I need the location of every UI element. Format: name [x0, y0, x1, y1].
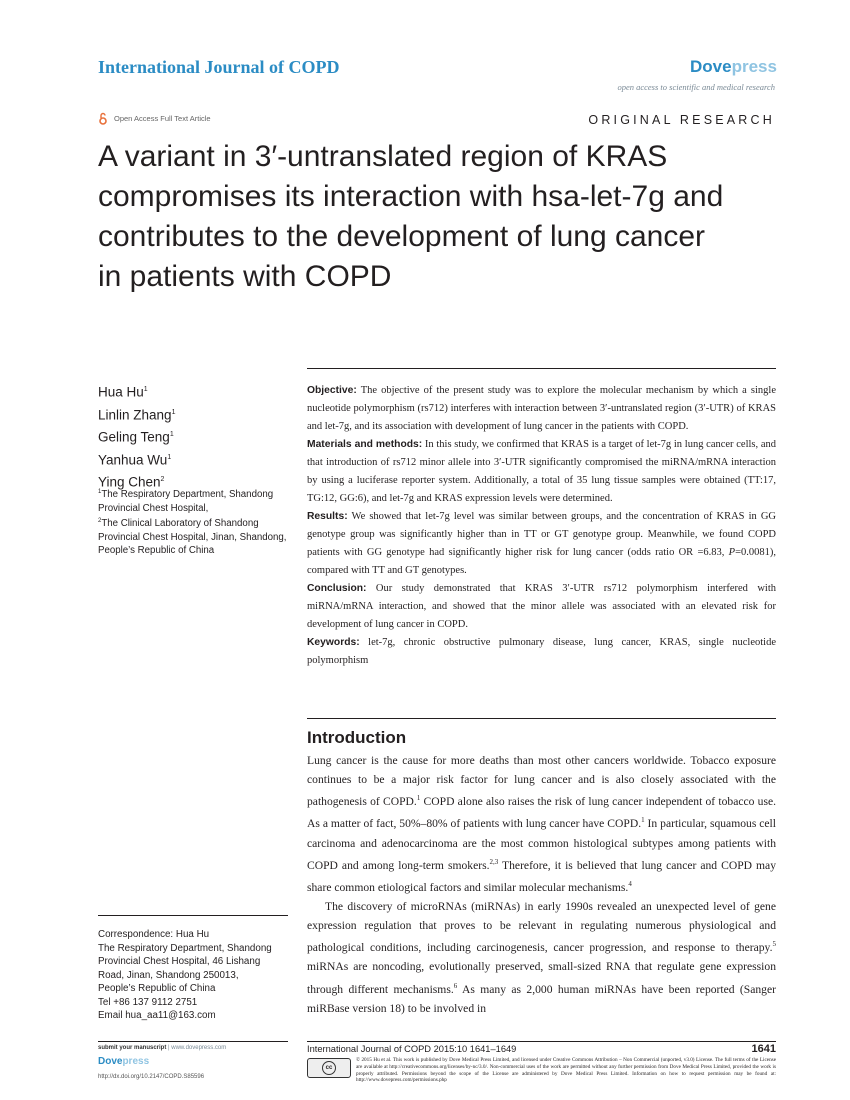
- submit-manuscript-link[interactable]: submit your manuscript | www.dovepress.com: [98, 1045, 227, 1051]
- divider: [98, 1041, 288, 1042]
- abstract-objective: Objective: The objective of the present study was to explore the molecular mechanism by which a single nucleotide polymorphism (rs712) interferes with interaction between 3′-untranslated region (3′-UTR) of KRAS and let-7g, and its association with development of lung cancer in the patients with COPD.: [307, 385, 776, 432]
- journal-title: International Journal of COPD: [98, 57, 340, 77]
- divider: [98, 915, 288, 916]
- author: Geling Teng$^1$: [98, 429, 174, 445]
- divider: [307, 368, 776, 369]
- author: Hua Hu$^1$: [98, 384, 148, 400]
- footer-dovepress-logo: Dovepress: [98, 1056, 150, 1067]
- abstract-conclusion: Conclusion: Our study demonstrated that KRAS 3′-UTR rs712 polymorphism interfered with miRNA/mRNA interaction, and showed that the minor allele was associated with an elevated risk for development of lung cancer in COPD.: [307, 583, 776, 630]
- license-text: © 2015 Hu et al. This work is published by Dove Medical Press Limited, and licensed under Creative Commons Attribution – Non Commercial (unported, v3.0) License. The full terms of the License are available at http://creativecommons.org/licenses/by-nc/3.0/. Non-commercial uses of the work are permitted without any further permission from Dove Medical Press Limited, provided the work is properly attributed. Permissions beyond the scope of the License are administered by Dove Medical Press Limited. Information on how to request permission may be found at: http://www.dovepress.com/permissions.php: [356, 1057, 776, 1084]
- affiliations: $^1$The Respiratory Department, Shandong Provincial Chest Hospital, $^2$The Clinical Laboratory of Shandong Provincial Chest Hospital, Jinan, Shandong, People’s Republic of China: [98, 489, 287, 557]
- publisher-tagline: open access to scientific and medical research: [617, 82, 775, 92]
- article-type: ORIGINAL RESEARCH: [588, 113, 775, 127]
- divider: [307, 718, 776, 719]
- article-title: A variant in 3′-untranslated region of KRAS compromises its interaction with hsa-let-7g and contributes to the development of lung cancer in patients with COPD: [98, 140, 724, 293]
- paragraph: Lung cancer is the cause for more deaths than most other cancers worldwide. Tobacco exposure continues to be a major risk factor for lung cancer and is also closely associated with the pathogenesis of COPD.$^1$ COPD alone also raises the risk of lung cancer independent of tobacco use. As a matter of fact, 50%–80% of patients with lung cancer have COPD.$^1$ In particular, squamous cell carcinoma and adenocarcinoma are the most common histological subtypes among patients with COPD and among long-term smokers.$^{2,3}$ Therefore, it is believed that lung cancer and COPD may share common etiological factors and similar molecular mechanisms.$^4$: [307, 754, 777, 894]
- abstract-methods: Materials and methods: In this study, we confirmed that KRAS is a target of let-7g in lung cancer cells, and that introduction of rs712 minor allele into 3′-UTR significantly compromised the miRNA/mRNA interaction by using a luciferase reporter system. Additionally, a total of 35 lung tissue samples were obtained (TT:17, TG:12, GG:6), and let-7g and KRAS expression levels were determined.: [307, 439, 777, 504]
- cc-icon: cc: [322, 1061, 336, 1075]
- section-heading: Introduction: [307, 728, 407, 747]
- open-access-icon: [98, 112, 108, 125]
- abstract-results: Results: We showed that let-7g level was similar between groups, and the concentration of KRAS in GG genotype group was significantly higher than in TT or GT genotype group. Meanwhile, we found COPD patients with GG genotype had significantly higher risk for lung cancer (odds ratio OR =6.83, P=0.0081), compared with TT and GT genotypes.: [307, 511, 776, 576]
- author: Yanhua Wu$^1$: [98, 452, 172, 467]
- abstract-keywords: Keywords: let-7g, chronic obstructive pulmonary disease, lung cancer, KRAS, single nucleotide polymorphism: [307, 637, 776, 666]
- paragraph: The discovery of microRNAs (miRNAs) in early 1990s revealed an unexpected level of gene expression regulation that proves to be relevant in regulating numerous physiological and pathological conditions, including carcinogenesis, cancer progression, and response to therapy.$^5$ miRNAs are noncoding, evolutionally preserved, small-sized RNA that regulate gene expression through different mechanisms.$^6$ As many as 2,000 human miRNAs have been reported (Sanger miRBase version 18) to be involved in: [307, 899, 776, 1015]
- introduction-body: [307, 751, 776, 1018]
- citation: International Journal of COPD 2015:10 1641–1649: [307, 1044, 517, 1054]
- doi-link[interactable]: http://dx.doi.org/10.2147/COPD.S85596: [98, 1074, 205, 1080]
- author: Ying Chen$^2$: [98, 474, 165, 490]
- page-number: 1641: [751, 1043, 776, 1055]
- email-link[interactable]: Email hua_aa11@163.com: [98, 1010, 216, 1021]
- creative-commons-badge[interactable]: [307, 1058, 351, 1078]
- divider: [307, 1041, 776, 1042]
- dovepress-logo: Dovepress: [690, 57, 777, 76]
- abstract: [307, 382, 776, 670]
- correspondence: Correspondence: Hua Hu The Respiratory Department, Shandong Provincial Chest Hospital, 46 Lishang Road, Jinan, Shandong 250013, People’s Republic of China Tel +86 137 9112 2751 Email hua_aa11@163.com: [98, 928, 298, 1023]
- author: Linlin Zhang$^1$: [98, 407, 176, 422]
- open-access-label: Open Access Full Text Article: [98, 112, 211, 125]
- author-list: [98, 380, 175, 493]
